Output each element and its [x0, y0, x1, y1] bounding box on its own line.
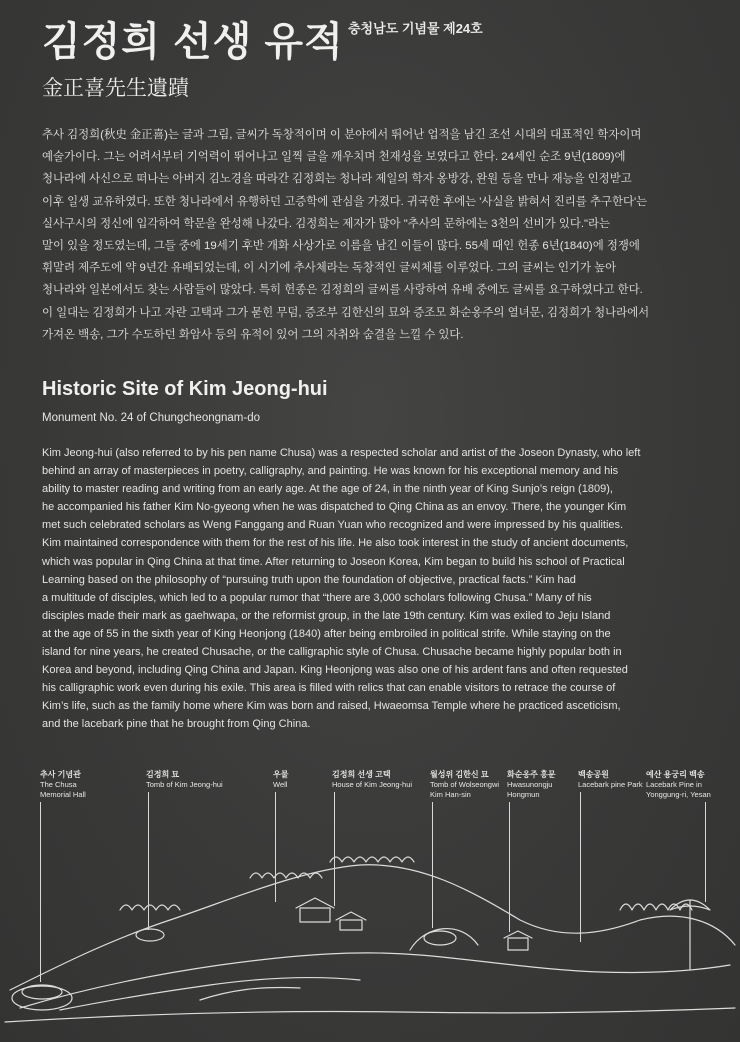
english-line: island for nine years, he created Chusache, or the calligraphic style of Chusa. Chusache became highly popular both in — [42, 646, 622, 659]
map-label-lacebark-pine-park: 백송공원 Lacebark pine Park — [578, 770, 643, 789]
english-line: and the lacebark pine that he brought from Qing China. — [42, 718, 311, 731]
korean-line: 이후 일생 교유하였다. 또한 청나라에서 유행하던 고증학에 관심을 가졌다. 귀국한 후에는 '사실을 밝혀서 진리를 추구한다'는 — [42, 195, 648, 208]
map-label-tomb-wolseongwi: 월성위 김한신 묘 Tomb of Wolseongwi Kim Han-sin — [430, 770, 500, 799]
english-line: met such celebrated scholars as Weng Fanggang and Ruan Yuan who recognized and were impressed by his qualities. — [42, 519, 624, 532]
korean-line: 휘말려 제주도에 약 9년간 유배되었는데, 이 시기에 추사체라는 독창적인 글씨체를 이루었다. 그의 글씨는 인기가 높아 — [42, 262, 617, 275]
map-label-well: 우물 Well — [273, 770, 289, 789]
english-line: a multitude of disciples, which led to a popular rumor that “there are 3,000 scholars following Chusa.” Many of his — [42, 591, 592, 604]
map-leader-line — [432, 802, 433, 928]
site-map-drawing — [0, 760, 740, 1042]
site-map-illustration — [0, 760, 740, 1042]
page-title-english: Historic Site of Kim Jeong-hui — [42, 378, 328, 400]
korean-line: 이 일대는 김정희가 나고 자란 고택과 그가 묻힌 무덤, 증조부 김한신의 묘와 증조모 화순옹주의 열녀문, 김정희가 청나라에서 — [42, 306, 650, 319]
map-label-house-kim-jeong-hui: 김정희 선생 고택 House of Kim Jeong-hui — [332, 770, 413, 789]
monument-number-korean: 충청남도 기념물 제24호 — [348, 21, 483, 36]
english-line: Kim maintained correspondence with them for the rest of his life. He also took interest in the study of ancient documents, — [42, 537, 629, 550]
english-line: his calligraphic work even during his exile. This area is filled with relics that can enable visitors to retrace the course of — [42, 682, 616, 695]
korean-line: 가져온 백송, 그가 수도하던 화암사 등의 유적이 있어 그의 자취와 숨결을 느낄 수 있다. — [42, 328, 464, 341]
english-line: at the age of 55 in the sixth year of King Heonjong (1840) after being embroiled in political strife. While staying on the — [42, 627, 611, 640]
monument-number-english: Monument No. 24 of Chungcheongnam-do — [42, 412, 261, 424]
english-line: which was popular in Qing China at that time. After returning to Joseon Korea, Kim began to build his school of Practical — [42, 555, 625, 568]
map-label-lacebark-pine-yonggung-ri: 예산 용궁리 백송 Lacebark Pine in Yonggung-ri, Yesan — [646, 770, 711, 799]
map-leader-line — [509, 802, 510, 932]
page-title-korean: 김정희 선생 유적 — [42, 20, 344, 64]
korean-line: 청나라와 일본에서도 찾는 사람들이 많았다. 특히 헌종은 김정희의 글씨를 사랑하여 유배 중에도 글씨를 요구하였다고 한다. — [42, 284, 643, 297]
map-leader-line — [40, 802, 41, 982]
map-label-memorial-hall: 추사 기념관 The Chusa Memorial Hall — [40, 770, 86, 799]
map-label-hwasunongju-hongmun: 화순옹주 홍문 Hwasunongju Hongmun — [507, 770, 556, 799]
korean-line: 추사 김정희(秋史 金正喜)는 글과 그림, 글씨가 독창적이며 이 분야에서 뛰어난 업적을 남긴 조선 시대의 대표적인 학자이며 — [42, 129, 642, 141]
english-line: Kim Jeong-hui (also referred to by his pen name Chusa) was a respected scholar and artist of the Joseon Dynasty, who left — [42, 447, 641, 459]
english-line: Korea and beyond, including Qing China and Japan. King Heonjong was also one of his ardent fans and often requested — [42, 664, 628, 677]
english-line: he accompanied his father Kim No-gyeong when he was dispatched to Qing China as an envoy. There, the younger Kim — [42, 501, 627, 514]
english-line: Learning based on the philosophy of “pursuing truth upon the foundation of objective, practical facts.” Kim had — [42, 573, 576, 586]
korean-line: 실사구시의 정신에 입각하여 학문을 완성해 나갔다. 김정희는 제자가 많아 "추사의 문하에는 3천의 선비가 있다."라는 — [42, 217, 611, 230]
korean-line: 말이 있을 정도였는데, 그들 중에 19세기 후반 개화 사상가로 이름을 남긴 이들이 많다. 55세 때인 헌종 6년(1840)에 정쟁에 — [42, 240, 640, 253]
english-line: disciples made their mark as gaehwapa, or the reformist group, in the late 19th century. Kim was exiled to Jeju Island — [42, 609, 611, 622]
map-label-tomb-kim-jeong-hui: 김정희 묘 Tomb of Kim Jeong-hui — [146, 770, 223, 789]
korean-line: 청나라에 사신으로 떠나는 아버지 김노경을 따라간 김정희는 청나라 제일의 학자 옹방강, 완원 등을 만나 재능을 인정받고 — [42, 173, 632, 186]
page-title-hanja: 金正喜先生遺蹟 — [42, 76, 189, 100]
korean-line: 예술가이다. 그는 어려서부터 기억력이 뛰어나고 일찍 글을 깨우치며 천재성을 보였다고 한다. 24세인 순조 9년(1809)에 — [42, 151, 626, 164]
map-leader-line — [275, 792, 276, 902]
english-line: ability to master reading and writing from an early age. At the age of 24, in the ninth year of King Sunjo’s reign (1809), — [42, 483, 613, 496]
map-leader-line — [334, 792, 335, 906]
english-description — [42, 444, 702, 734]
map-leader-line — [148, 792, 149, 930]
english-line: behind an array of masterpieces in poetry, calligraphy, and painting. He was known for his exceptional memory and his — [42, 465, 619, 478]
map-leader-line — [705, 802, 706, 902]
map-leader-line — [580, 792, 581, 942]
english-line: Kim’s life, such as the family home where Kim was born and raised, Hwaeomsa Temple where he practiced asceticism, — [42, 700, 621, 713]
korean-description — [42, 124, 692, 346]
